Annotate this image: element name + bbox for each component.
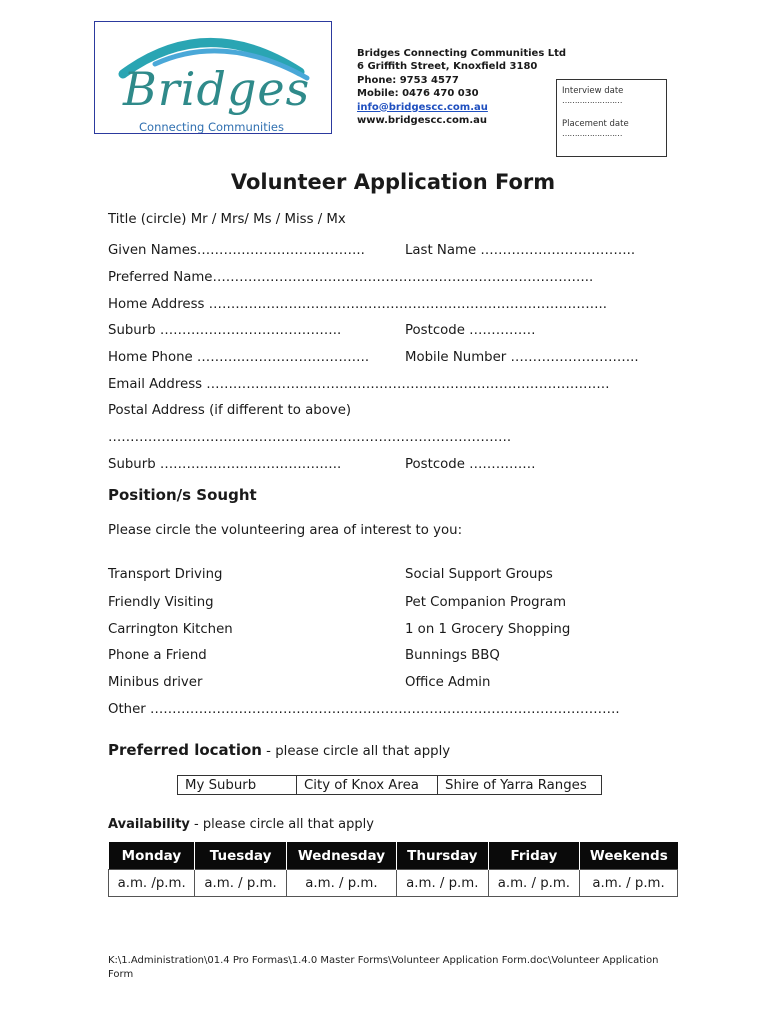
position-option[interactable]: Phone a Friend xyxy=(108,648,207,663)
location-table xyxy=(177,775,602,795)
position-option[interactable]: Friendly Visiting xyxy=(108,595,214,610)
email-address-field[interactable]: Email Address ………………………………………………………………………………. xyxy=(108,377,610,392)
day-header: Wednesday xyxy=(286,842,396,870)
org-phone: Phone: 9753 4577 xyxy=(357,74,459,86)
bridges-logo xyxy=(94,21,332,134)
org-email-link[interactable]: info@bridgescc.com.au xyxy=(357,101,488,113)
availability-note: - please circle all that apply xyxy=(189,817,374,832)
position-row xyxy=(108,648,500,663)
postcode-field[interactable]: Postcode …………… xyxy=(405,323,536,338)
postal-postcode-field[interactable]: Postcode …………… xyxy=(405,457,536,472)
placement-date-label: Placement date xyxy=(562,119,629,129)
location-heading: Preferred location xyxy=(108,741,262,759)
mobile-number-field[interactable]: Mobile Number ……………………….. xyxy=(405,350,639,365)
availability-heading: Availability xyxy=(108,817,190,832)
availability-cell[interactable]: a.m. / p.m. xyxy=(580,870,678,897)
office-use-box xyxy=(556,79,667,157)
day-header: Friday xyxy=(488,842,580,870)
position-option[interactable]: Office Admin xyxy=(405,675,491,690)
availability-cell[interactable]: a.m. / p.m. xyxy=(397,870,489,897)
other-position-field[interactable]: Other ……………………………………………………………………………………………. xyxy=(108,702,620,717)
availability-cell[interactable]: a.m. / p.m. xyxy=(488,870,580,897)
home-phone-field[interactable]: Home Phone ………..………………………. xyxy=(108,350,370,365)
location-note: - please circle all that apply xyxy=(261,744,451,759)
title-line[interactable]: Title (circle) Mr / Mrs/ Ms / Miss / Mx xyxy=(108,212,346,227)
postal-address-label: Postal Address (if different to above) xyxy=(108,403,352,418)
availability-cell[interactable]: a.m. / p.m. xyxy=(286,870,396,897)
form-title: Volunteer Application Form xyxy=(230,170,556,194)
positions-instruction: Please circle the volunteering area of interest to you: xyxy=(108,523,463,538)
suburb-row xyxy=(108,323,536,338)
logo-wordmark: Bridges xyxy=(123,62,311,116)
availability-cell[interactable]: a.m. / p.m. xyxy=(195,870,287,897)
placement-date-field[interactable]: …………………… xyxy=(562,129,622,138)
position-row xyxy=(108,595,567,610)
suburb2-row xyxy=(108,457,536,472)
position-option[interactable]: 1 on 1 Grocery Shopping xyxy=(405,622,571,637)
availability-row xyxy=(109,870,678,897)
day-header: Weekends xyxy=(580,842,678,870)
last-name-field[interactable]: Last Name …………………………….. xyxy=(405,243,636,258)
org-address: 6 Griffith Street, Knoxfield 3180 xyxy=(357,61,538,73)
position-option[interactable]: Social Support Groups xyxy=(405,567,553,582)
location-heading-row xyxy=(108,741,450,759)
position-row xyxy=(108,675,491,690)
availability-header-row xyxy=(109,842,678,870)
given-names-field[interactable]: Given Names……………………………….. xyxy=(108,243,365,258)
phone-row xyxy=(108,350,639,365)
org-website: www.bridgescc.com.au xyxy=(357,115,487,127)
positions-heading: Position/s Sought xyxy=(108,486,257,504)
suburb-field[interactable]: Suburb ………………………………….. xyxy=(108,323,342,338)
position-option[interactable]: Minibus driver xyxy=(108,675,203,690)
postal-suburb-field[interactable]: Suburb ………………………………….. xyxy=(108,457,342,472)
home-address-field[interactable]: Home Address …………………………….……………………………………………….. xyxy=(108,297,607,312)
availability-heading-row xyxy=(108,817,374,832)
location-option-knox[interactable]: City of Knox Area xyxy=(297,776,438,795)
postal-address-field[interactable]: ………………………………………………………………………………. xyxy=(108,430,512,445)
org-mobile: Mobile: 0476 470 030 xyxy=(357,88,479,100)
availability-cell[interactable]: a.m. /p.m. xyxy=(109,870,195,897)
day-header: Monday xyxy=(109,842,195,870)
name-row xyxy=(108,243,636,258)
interview-date-field[interactable]: …………………… xyxy=(562,96,622,105)
day-header: Thursday xyxy=(397,842,489,870)
position-row xyxy=(108,567,553,582)
position-option[interactable]: Bunnings BBQ xyxy=(405,648,500,663)
document-path-footer: K:\1.Administration\01.4 Pro Formas\1.4.0 Master Forms\Volunteer Application Form.doc\Volunteer Application Form xyxy=(108,955,659,980)
preferred-name-field[interactable]: Preferred Name………………………………………………………………………….. xyxy=(108,270,594,285)
position-row xyxy=(108,622,571,637)
interview-date-label: Interview date xyxy=(562,86,624,96)
logo-tagline: Connecting Communities xyxy=(139,120,285,134)
position-option[interactable]: Transport Driving xyxy=(108,567,223,582)
org-name: Bridges Connecting Communities Ltd xyxy=(357,48,567,59)
day-header: Tuesday xyxy=(195,842,287,870)
location-option-yarra-ranges[interactable]: Shire of Yarra Ranges xyxy=(438,776,602,795)
org-contact-block xyxy=(357,47,566,127)
availability-table xyxy=(108,842,678,897)
position-option[interactable]: Pet Companion Program xyxy=(405,595,567,610)
location-option-my-suburb[interactable]: My Suburb xyxy=(178,776,297,795)
position-option[interactable]: Carrington Kitchen xyxy=(108,622,233,637)
